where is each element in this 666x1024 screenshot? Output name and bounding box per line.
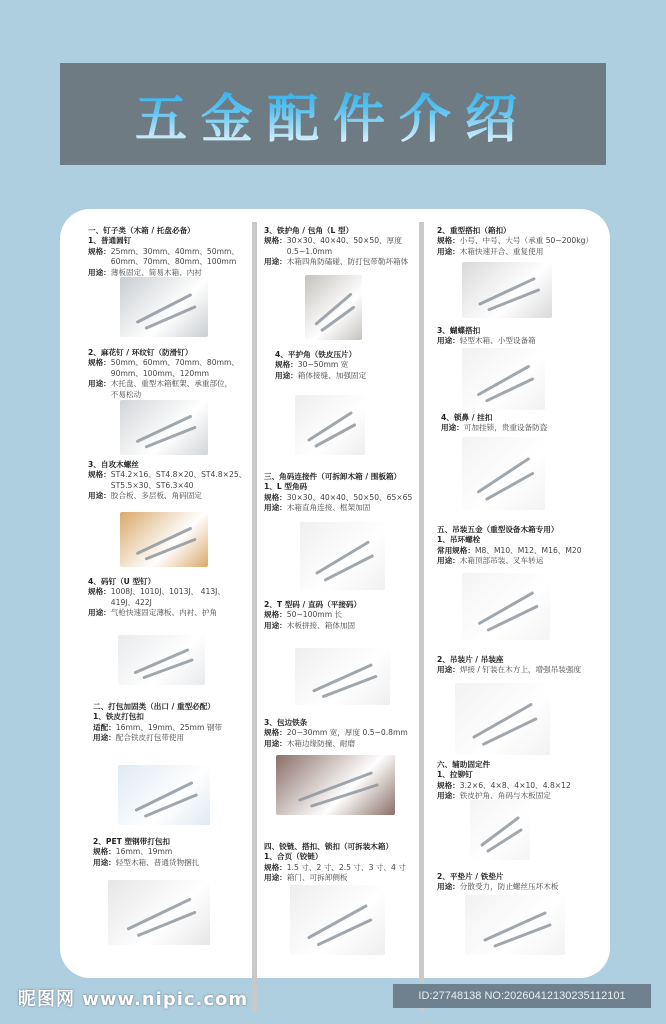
spec-row [88,379,239,400]
spec-row [441,423,547,433]
spec-value: 箱体接缝、加强固定 [297,370,367,380]
product-spec-block [275,350,366,381]
spec-label: 常用规格： [437,545,475,555]
product-spec-block [93,702,222,744]
spec-row [264,873,406,883]
spec-value: 小号、中号、大号（承重 50~200kg） [459,236,594,246]
spec-values [460,882,559,892]
staples-photo [118,635,205,685]
spec-label: 用途： [437,336,460,346]
twisted-nails-photo [120,400,208,455]
spec-values [111,358,239,379]
edge-strips-photo [276,755,395,815]
spec-label: 用途： [437,882,460,892]
spec-row [437,236,593,246]
hasp-photo [462,437,545,510]
spec-values [460,247,544,257]
spec-value: 配合铁皮打包带使用 [115,733,185,743]
spec-label: 用途： [88,379,111,389]
spec-values [111,379,233,400]
butterfly-latch-photo [462,348,545,410]
spec-row [275,360,366,370]
spec-values [111,491,202,501]
page-title: 五金配件介绍 [135,77,531,152]
spec-label: 用途： [437,246,460,256]
spec-label: 规格： [264,236,287,246]
spec-value: 胶合板、多层板、角码固定 [110,491,202,501]
product-spec-block [264,600,361,631]
spec-value: ST5.5×30、ST6.3×40 [110,480,194,490]
item-heading: 3、铁护角 / 包角（L 型） [264,226,354,235]
column-divider [252,222,257,1012]
spec-value: 16mm、19mm [115,847,173,857]
spec-label: 用途： [264,620,287,630]
spec-label: 用途： [437,665,460,675]
spec-values [460,781,571,791]
spec-value: 20~30mm 宽，厚度 0.5~0.8mm [286,728,408,738]
spec-value: 1008J、1010J、1013J、 413J、 [110,587,225,597]
spec-label: 用途： [275,370,298,380]
spec-value: 木箱顶部吊装、叉车转运 [459,556,544,566]
spec-label: 规格： [264,728,287,738]
spec-value: 木箱直角连接、框架加固 [286,503,371,513]
spec-label: 用途： [441,423,464,433]
spec-row [275,371,366,381]
corner-protector-photo [305,275,362,340]
spec-row [93,847,199,857]
hinges-photo [290,885,385,955]
spec-label: 用途： [264,873,287,883]
spec-values [111,247,239,268]
item-heading: 1、铁皮打包扣 [93,712,144,722]
product-spec-block [441,413,547,434]
item-heading: 3、包边铁条 [264,718,308,727]
spec-label: 规格： [88,587,111,597]
spec-values [116,858,200,868]
spec-label: 用途： [88,491,111,501]
spec-row [93,858,199,868]
spec-row [93,733,222,743]
spec-value: 16mm、19mm、25mm 钢带 [115,722,222,732]
spec-value: 轻型木箱、普通货物捆扎 [115,857,200,867]
spec-value: 30×30、40×40、50×50、厚度 [286,236,402,246]
item-heading: 2、T 型码 / 直码（平接码） [264,600,362,609]
spec-value: 25mm、30mm、40mm、50mm、 [110,246,239,256]
spec-values [287,236,402,257]
spec-label: 用途： [264,503,287,513]
spec-values [460,336,536,346]
eye-bolts-photo [462,573,550,640]
spec-value: 分散受力，防止螺丝压坏木板 [459,882,559,892]
spec-label: 规格： [88,358,111,368]
spec-row [264,503,412,513]
spec-values [116,847,173,857]
washers-photo [465,895,565,955]
item-heading: 2、重型搭扣（箱扣） [437,226,511,235]
spec-label: 用途： [88,608,111,618]
image-id-badge: ID:27748138 NO:20260412130235112101 [393,984,651,1008]
spec-row [88,608,225,618]
spec-row [437,882,559,892]
spec-value: 50mm、60mm、70mm、80mm、 [110,358,239,368]
item-heading: 1、L 型角码 [264,482,308,492]
spec-value: 90mm、100mm、120mm [110,368,210,378]
spec-label: 用途： [437,791,460,801]
spec-values [287,873,348,883]
spec-value: M8、M10、M12、M16、M20 [474,545,582,555]
spec-value: ST4.2×16、ST4.8×20、ST4.8×25、 [110,470,247,480]
product-spec-block [264,718,408,749]
product-spec-block [437,226,593,257]
product-spec-block [437,655,581,676]
spec-row [264,236,408,257]
spec-row [437,546,582,556]
spec-values [287,863,406,873]
spec-row [437,556,582,566]
column-divider [419,222,424,1012]
item-heading: 2、吊装片 / 吊装座 [437,655,504,664]
product-spec-block [437,872,559,893]
spec-values [287,493,413,503]
spec-label: 用途： [437,556,460,566]
product-spec-block [437,326,536,347]
product-spec-block [93,837,199,868]
spec-value: 气枪快速固定薄板、内衬、护角 [110,608,218,618]
spec-value: 419J、422J [110,597,152,607]
spec-row [437,336,536,346]
item-heading: 四、铰链、搭扣、锁扣（可拆装木箱） [264,842,394,851]
spec-values [287,610,342,620]
item-heading: 4、码钉（U 型钉） [88,577,156,586]
spec-label: 规格： [437,236,460,246]
spec-row [264,621,361,631]
spec-values [298,371,366,381]
item-heading: 1、合页（铰链） [264,852,323,862]
spec-row [264,739,408,749]
spec-values [287,728,408,738]
product-spec-block [88,348,239,400]
item-heading: 4、平护角（铁皮压片） [275,350,357,359]
item-heading: 二、打包加固类（出口 / 重型必配） [93,702,215,711]
item-heading: 2、PET 塑钢带打包扣 [93,837,171,846]
spec-row [88,470,246,491]
spec-value: 木板拼接、箱体加固 [286,620,356,630]
item-heading: 3、自攻木螺丝 [88,460,139,469]
product-spec-block [88,577,225,619]
spec-row [88,587,225,608]
spec-value: 焊接 / 钉装在木方上，增强吊装强度 [459,665,582,675]
product-spec-block [264,226,408,268]
spec-label: 规格： [275,360,298,370]
spec-values [116,723,222,733]
spec-row [88,491,246,501]
spec-label: 用途： [93,733,116,743]
item-heading: 2、麻花钉 / 环纹钉（防滑钉） [88,348,193,357]
watermark-logo: 昵图网 www.nipic.com [18,989,249,1010]
item-heading: 三、角码连接件（可拆卸木箱 / 围板箱） [264,472,402,481]
spec-values [464,423,548,433]
spec-values [287,621,355,631]
t-brackets-photo [295,648,390,705]
spec-value: 木箱边缘防撞、耐磨 [286,738,356,748]
spec-row [93,723,222,733]
spec-label: 规格： [264,610,287,620]
spec-values [460,556,544,566]
spec-label: 规格： [93,847,116,857]
spec-label: 规格： [264,862,287,872]
title-banner [60,63,606,165]
spec-label: 规格： [88,470,111,480]
spec-values [287,739,355,749]
spec-value: 1.5 寸、2 寸、2.5 寸、3 寸、4 寸 [286,862,406,872]
spec-label: 用途： [88,267,111,277]
item-heading: 五、吊装五金（重型设备木箱专用） [437,525,559,534]
item-heading: 3、蝴蝶搭扣 [437,326,481,335]
spec-row [264,257,408,267]
spec-value: 3.2×6、4×8、4×10、4.8×12 [459,780,571,790]
spec-row [264,493,412,503]
spec-row [88,247,239,268]
product-spec-block [437,525,582,567]
lifting-lugs-photo [455,683,550,755]
item-heading: 1、吊环螺栓 [437,535,481,545]
spec-label: 规格： [88,246,111,256]
item-heading: 4、锁鼻 / 挂扣 [441,413,493,422]
spec-value: 60mm、70mm、80mm、100mm [110,257,237,267]
rivets-photo [470,800,530,860]
item-heading: 1、拉铆钉 [437,770,473,780]
common-nails-photo [120,277,208,337]
spec-values [111,587,225,608]
spec-label: 用途： [93,857,116,867]
spec-row [264,863,406,873]
spec-values [116,733,184,743]
spec-value: 0.5~1.0mm [286,246,333,256]
spec-value: 轻型木箱、小型设备箱 [459,336,536,346]
wood-screws-photo [120,512,208,567]
product-spec-block [88,226,239,278]
spec-row [437,247,593,257]
spec-value: 木托盘、重型木箱框架、承重部位， [110,379,233,389]
spec-label: 用途： [264,257,287,267]
spec-row [437,781,571,791]
spec-value: 30~50mm 宽 [297,360,349,370]
spec-values [460,665,581,675]
spec-value: 箱门、可拆卸侧板 [286,873,348,883]
product-spec-block [264,842,406,884]
heavy-latch-photo [462,262,552,318]
product-spec-block [88,460,246,502]
spec-values [111,608,217,618]
spec-label: 规格： [437,780,460,790]
spec-values [475,546,582,556]
pet-strap-buckles-photo [108,880,210,945]
spec-row [264,610,361,620]
flat-corner-photo [295,395,365,455]
spec-value: 不易松动 [110,389,142,399]
spec-value: 铁皮护角、角码与木板固定 [459,791,551,801]
product-spec-block [264,472,412,514]
product-spec-block [437,760,571,802]
item-heading: 2、平垫片 / 铁垫片 [437,872,504,881]
spec-values [298,360,349,370]
spec-label: 规格： [264,492,287,502]
spec-label: 适配： [93,722,116,732]
spec-value: 薄板固定、简易木箱、内衬 [110,267,202,277]
spec-value: 50~100mm 长 [286,610,343,620]
item-heading: 六、辅助固定件 [437,760,491,769]
spec-row [264,728,408,738]
spec-values [111,470,246,491]
spec-value: 木箱快速开合、重复使用 [459,246,544,256]
item-heading: 一、钉子类（木箱 / 托盘必备） [88,226,195,235]
l-brackets-photo [300,522,385,590]
spec-value: 可加挂锁，贵重设备防盗 [463,423,548,433]
steel-strap-seals-photo [118,765,210,825]
spec-value: 木箱四角防磕碰、防打包带勒坏箱体 [286,257,409,267]
item-heading: 1、普通圆钉 [88,236,132,246]
spec-value: 30×30、40×40、50×50、65×65 [286,492,413,502]
spec-row [437,665,581,675]
spec-values [460,236,593,246]
spec-values [287,503,371,513]
spec-row [88,358,239,379]
spec-values [287,257,409,267]
spec-label: 用途： [264,738,287,748]
